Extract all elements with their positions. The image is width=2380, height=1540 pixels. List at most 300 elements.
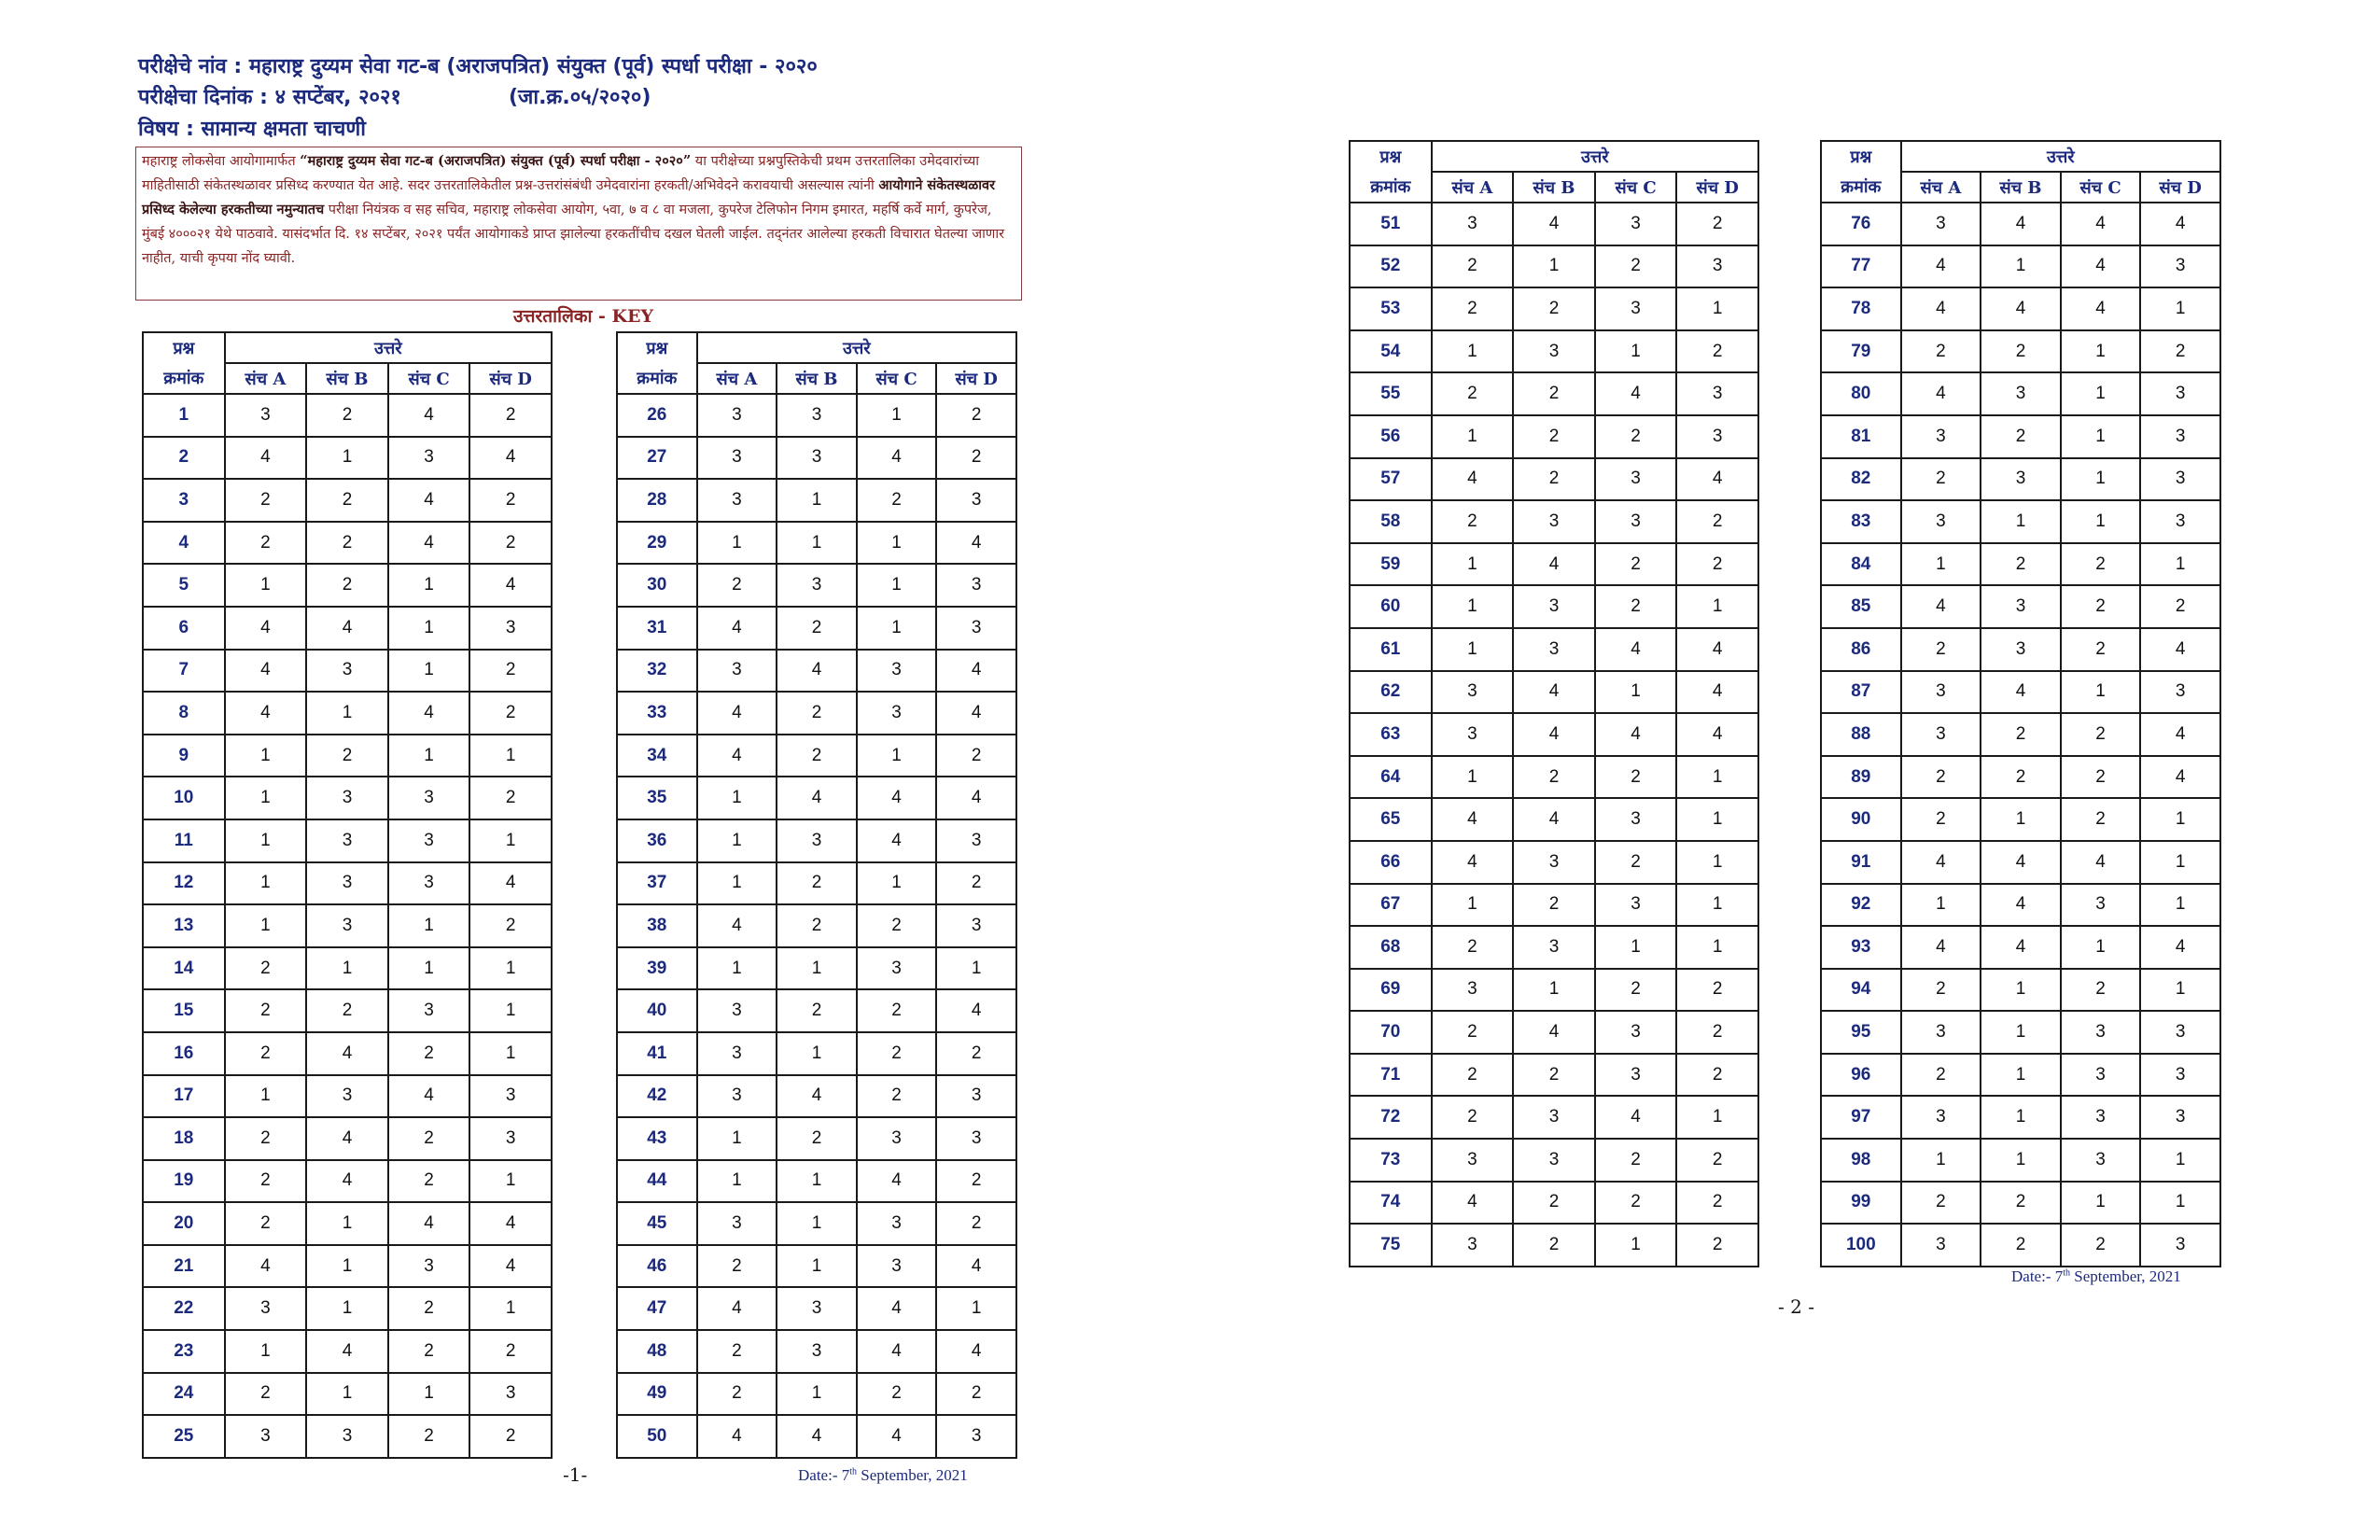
answer-cell: 1 — [1676, 585, 1758, 628]
answer-cell: 2 — [857, 479, 937, 522]
page-number-1: -1- — [563, 1463, 588, 1486]
answer-key-title: उत्तरतालिका - KEY — [513, 306, 654, 327]
answer-cell: 2 — [469, 1330, 552, 1373]
answer-cell: 1 — [1432, 543, 1514, 586]
notice-body-1: या परीक्षेच्या प्रश्नपुस्तिकेची प्रथम उत्तरतालिका उमेदवारांच्या माहितीसाठी संकेतस्थळावर प्रसिध्द करण्यात येत आहे. सदर उत्तरतालिकेतील प्रश्न-उत्तरांसंबंधी उमेदवारांना हरकती/अभिवेदने करावयाची असल्यास त्यांनी — [142, 154, 980, 193]
answer-cell: 2 — [936, 394, 1016, 437]
table-row — [1821, 287, 2220, 330]
answer-cell: 1 — [1513, 245, 1595, 288]
date-line-2 — [2011, 1267, 2181, 1286]
answer-cell: 1 — [2140, 884, 2220, 927]
table-row — [1350, 585, 1758, 628]
answer-cell: 1 — [2140, 969, 2220, 1012]
answer-cell: 1 — [1981, 245, 2061, 288]
answer-cell: 1 — [306, 692, 388, 735]
answer-cell: 2 — [469, 650, 552, 693]
answer-cell: 2 — [1676, 203, 1758, 245]
answer-cell: 2 — [1676, 1011, 1758, 1054]
answer-cell: 3 — [2061, 1054, 2141, 1097]
answer-cell: 4 — [2140, 926, 2220, 969]
answer-cell: 3 — [1513, 926, 1595, 969]
answer-cell: 1 — [2140, 841, 2220, 884]
question-number: 92 — [1821, 884, 1901, 927]
table-row — [617, 607, 1016, 650]
answer-cell: 2 — [1595, 543, 1677, 586]
answer-cell: 2 — [1901, 1054, 1981, 1097]
answer-cell: 4 — [1981, 841, 2061, 884]
question-number: 81 — [1821, 415, 1901, 458]
table-row — [1350, 245, 1758, 288]
answer-cell: 3 — [388, 989, 470, 1032]
answer-cell: 1 — [1432, 585, 1514, 628]
header-row-1 — [143, 332, 552, 363]
answer-cell: 3 — [936, 1075, 1016, 1118]
table-row — [1350, 926, 1758, 969]
table-row — [617, 947, 1016, 990]
answer-cell: 4 — [2140, 713, 2220, 756]
answer-cell: 1 — [388, 607, 470, 650]
table-row — [1350, 372, 1758, 415]
answer-cell: 4 — [1981, 884, 2061, 927]
set-header: संच D — [1676, 172, 1758, 203]
answer-cell: 2 — [225, 522, 307, 565]
answer-cell: 2 — [1432, 245, 1514, 288]
table-row — [1821, 330, 2220, 373]
answer-cell: 3 — [857, 692, 937, 735]
answer-cell: 4 — [777, 650, 857, 693]
question-header: प्रश्न — [1821, 141, 1901, 172]
answer-cell: 2 — [777, 735, 857, 777]
answer-cell: 2 — [857, 1075, 937, 1118]
answer-cell: 1 — [1676, 884, 1758, 927]
answer-cell: 2 — [306, 522, 388, 565]
question-number: 8 — [143, 692, 225, 735]
answers-header: उत्तरे — [1432, 141, 1758, 172]
answer-cell: 1 — [225, 735, 307, 777]
question-number: 67 — [1350, 884, 1432, 927]
answer-cell: 2 — [936, 1202, 1016, 1245]
answer-cell: 2 — [1595, 756, 1677, 799]
answer-cell: 1 — [697, 947, 777, 990]
answer-cell: 1 — [697, 862, 777, 905]
answer-cell: 4 — [777, 777, 857, 819]
table-row — [617, 1415, 1016, 1458]
question-number: 26 — [617, 394, 697, 437]
answer-cell: 3 — [388, 777, 470, 819]
table-row — [143, 522, 552, 565]
answer-cell: 2 — [2061, 1224, 2141, 1267]
question-number: 87 — [1821, 671, 1901, 714]
question-number: 84 — [1821, 543, 1901, 586]
question-number: 60 — [1350, 585, 1432, 628]
answer-cell: 3 — [1901, 1011, 1981, 1054]
answer-cell: 3 — [697, 1075, 777, 1118]
question-number: 55 — [1350, 372, 1432, 415]
table-row — [143, 692, 552, 735]
answer-cell: 2 — [388, 1415, 470, 1458]
table-row — [143, 989, 552, 1032]
answer-cell: 2 — [1595, 1182, 1677, 1225]
question-number: 2 — [143, 437, 225, 480]
table-row — [143, 394, 552, 437]
answer-cell: 3 — [1901, 415, 1981, 458]
answer-cell: 1 — [777, 1245, 857, 1288]
table-row — [1350, 1096, 1758, 1139]
answer-cell: 4 — [2061, 287, 2141, 330]
answer-cell: 3 — [2140, 1011, 2220, 1054]
table-row — [1350, 203, 1758, 245]
table-row — [617, 989, 1016, 1032]
answer-cell: 4 — [1513, 798, 1595, 841]
answer-cell: 1 — [306, 1287, 388, 1330]
table-row — [1350, 1054, 1758, 1097]
answer-cell: 2 — [469, 522, 552, 565]
answer-cell: 2 — [777, 1117, 857, 1160]
answer-cell: 3 — [857, 947, 937, 990]
answer-cell: 2 — [777, 692, 857, 735]
answer-cell: 2 — [1432, 1011, 1514, 1054]
answer-cell: 3 — [2140, 372, 2220, 415]
answer-cell: 2 — [777, 989, 857, 1032]
question-number: 59 — [1350, 543, 1432, 586]
answer-cell: 2 — [1676, 1182, 1758, 1225]
answer-cell: 3 — [936, 607, 1016, 650]
question-number: 3 — [143, 479, 225, 522]
answer-cell: 2 — [2061, 756, 2141, 799]
answer-cell: 2 — [388, 1330, 470, 1373]
answer-cell: 3 — [1901, 1224, 1981, 1267]
answer-table-4 — [1820, 140, 2221, 1267]
table-row — [1350, 884, 1758, 927]
set-header: संच D — [469, 363, 552, 394]
answer-cell: 4 — [857, 819, 937, 862]
answer-cell: 3 — [1432, 713, 1514, 756]
answer-cell: 4 — [857, 777, 937, 819]
answer-cell: 4 — [936, 522, 1016, 565]
answer-cell: 4 — [1432, 798, 1514, 841]
answer-cell: 3 — [857, 1202, 937, 1245]
answer-cell: 1 — [1432, 415, 1514, 458]
answer-cell: 2 — [1513, 372, 1595, 415]
answer-cell: 3 — [306, 1075, 388, 1118]
question-header: प्रश्न — [617, 332, 697, 363]
answer-cell: 1 — [225, 819, 307, 862]
answer-cell: 2 — [1513, 1224, 1595, 1267]
table-row — [617, 1032, 1016, 1075]
answer-cell: 2 — [1432, 926, 1514, 969]
answer-cell: 4 — [697, 904, 777, 947]
table-row — [617, 1245, 1016, 1288]
answer-cell: 3 — [777, 819, 857, 862]
table-row — [1821, 372, 2220, 415]
answer-cell: 3 — [1595, 1054, 1677, 1097]
answer-cell: 1 — [697, 819, 777, 862]
answer-cell: 4 — [1676, 713, 1758, 756]
question-number-header: क्रमांक — [1821, 172, 1901, 203]
answer-cell: 1 — [225, 862, 307, 905]
question-number: 97 — [1821, 1096, 1901, 1139]
answer-cell: 1 — [388, 735, 470, 777]
question-number: 51 — [1350, 203, 1432, 245]
set-header: संच A — [697, 363, 777, 394]
question-number: 47 — [617, 1287, 697, 1330]
header-row-1 — [1821, 141, 2220, 172]
answer-cell: 2 — [1981, 543, 2061, 586]
answer-cell: 4 — [225, 1245, 307, 1288]
answer-cell: 4 — [1901, 245, 1981, 288]
set-header: संच B — [1513, 172, 1595, 203]
question-number: 19 — [143, 1160, 225, 1203]
question-number: 72 — [1350, 1096, 1432, 1139]
answer-cell: 3 — [1432, 1224, 1514, 1267]
answer-cell: 3 — [225, 394, 307, 437]
question-number: 28 — [617, 479, 697, 522]
answer-cell: 3 — [1513, 1096, 1595, 1139]
answer-cell: 1 — [469, 947, 552, 990]
answer-cell: 4 — [936, 989, 1016, 1032]
notice-box — [135, 147, 1022, 301]
header-row-2 — [1350, 172, 1758, 203]
answer-cell: 1 — [697, 777, 777, 819]
answer-cell: 2 — [469, 479, 552, 522]
table-row — [1821, 500, 2220, 543]
table-row — [143, 1160, 552, 1203]
answer-cell: 2 — [1981, 1224, 2061, 1267]
answer-cell: 3 — [306, 904, 388, 947]
answer-cell: 1 — [777, 947, 857, 990]
answers-header: उत्तरे — [697, 332, 1016, 363]
table-row — [1821, 585, 2220, 628]
answer-cell: 1 — [857, 394, 937, 437]
answer-cell: 4 — [388, 692, 470, 735]
question-number: 89 — [1821, 756, 1901, 799]
question-number: 38 — [617, 904, 697, 947]
question-number: 65 — [1350, 798, 1432, 841]
question-number: 24 — [143, 1373, 225, 1416]
table-row — [1821, 1011, 2220, 1054]
answer-cell: 2 — [2061, 543, 2141, 586]
table-row — [143, 904, 552, 947]
answer-cell: 2 — [306, 564, 388, 607]
answer-cell: 2 — [225, 479, 307, 522]
answer-cell: 4 — [306, 1160, 388, 1203]
answer-cell: 1 — [225, 1075, 307, 1118]
question-number: 70 — [1350, 1011, 1432, 1054]
set-header: संच D — [2140, 172, 2220, 203]
answer-cell: 2 — [1513, 1182, 1595, 1225]
answer-cell: 3 — [2140, 1224, 2220, 1267]
header-row-2 — [1821, 172, 2220, 203]
set-header: संच A — [1432, 172, 1514, 203]
table-row — [143, 437, 552, 480]
question-number: 15 — [143, 989, 225, 1032]
answer-cell: 4 — [388, 479, 470, 522]
question-number: 14 — [143, 947, 225, 990]
answer-cell: 3 — [936, 1117, 1016, 1160]
answer-cell: 3 — [697, 1032, 777, 1075]
answer-cell: 1 — [225, 777, 307, 819]
notice-body-2: परीक्षा नियंत्रक व सह सचिव, महाराष्ट्र लोकसेवा आयोग, ५वा, ७ व ८ वा मजला, कुपरेज टेलिफोन निगम इमारत, महर्षि कर्वे मार्ग, कुपरेज, मुंबई ४०००२१ येथे पाठवावे. यासंदर्भात दि. १४ सप्टेंबर, २०२१ पर्यंत आयोगाकडे प्राप्त झालेल्या हरकतींचीच दखल घेतली जाईल. तद्नंतर आलेल्या हरकती विचारात घेतल्या जाणार नाहीत, याची कृपया नोंद घ्यावी. — [142, 203, 1005, 266]
answer-cell: 4 — [469, 1202, 552, 1245]
answer-cell: 2 — [1676, 543, 1758, 586]
question-number: 74 — [1350, 1182, 1432, 1225]
answer-cell: 2 — [1595, 585, 1677, 628]
table-row — [143, 1287, 552, 1330]
answer-cell: 4 — [1513, 671, 1595, 714]
answer-cell: 4 — [697, 607, 777, 650]
answer-cell: 1 — [469, 735, 552, 777]
answer-cell: 1 — [1981, 798, 2061, 841]
answer-cell: 4 — [2140, 203, 2220, 245]
question-number: 63 — [1350, 713, 1432, 756]
answer-cell: 3 — [1595, 884, 1677, 927]
answer-cell: 1 — [1595, 671, 1677, 714]
answer-cell: 4 — [2140, 628, 2220, 671]
answer-cell: 4 — [225, 607, 307, 650]
answer-cell: 2 — [388, 1117, 470, 1160]
answer-cell: 4 — [388, 522, 470, 565]
exam-date: परीक्षेचा दिनांक : ४ सप्टेंबर, २०२१ — [138, 86, 401, 109]
question-number: 37 — [617, 862, 697, 905]
question-header: प्रश्न — [143, 332, 225, 363]
table-row — [1350, 671, 1758, 714]
answer-cell: 2 — [857, 904, 937, 947]
answer-cell: 3 — [2061, 1096, 2141, 1139]
answer-cell: 4 — [306, 1032, 388, 1075]
answer-cell: 1 — [777, 1160, 857, 1203]
answer-cell: 3 — [936, 904, 1016, 947]
answer-cell: 4 — [225, 650, 307, 693]
answer-cell: 1 — [857, 522, 937, 565]
notice-exam-name: “महाराष्ट्र दुय्यम सेवा गट-ब (अराजपत्रित) संयुक्त (पूर्व) स्पर्धा परीक्षा - २०२०” — [300, 153, 692, 169]
answer-cell: 2 — [777, 607, 857, 650]
question-number-header: क्रमांक — [1350, 172, 1432, 203]
answer-cell: 4 — [697, 692, 777, 735]
answer-cell: 2 — [1676, 1224, 1758, 1267]
answer-cell: 1 — [2140, 1182, 2220, 1225]
answer-cell: 1 — [1432, 628, 1514, 671]
answer-cell: 1 — [306, 437, 388, 480]
header-row-1 — [617, 332, 1016, 363]
table-row — [1821, 1224, 2220, 1267]
answer-cell: 1 — [1901, 543, 1981, 586]
question-number: 80 — [1821, 372, 1901, 415]
answer-cell: 3 — [777, 1330, 857, 1373]
answer-cell: 1 — [1432, 756, 1514, 799]
answer-cell: 1 — [1981, 969, 2061, 1012]
header-row-2 — [143, 363, 552, 394]
answer-cell: 1 — [469, 819, 552, 862]
answer-cell: 2 — [857, 989, 937, 1032]
answer-cell: 1 — [2140, 798, 2220, 841]
question-number: 35 — [617, 777, 697, 819]
table-row — [1350, 1011, 1758, 1054]
question-number: 7 — [143, 650, 225, 693]
table-row — [1350, 1224, 1758, 1267]
date-prefix: Date:- 7 — [2011, 1267, 2064, 1285]
table-row — [617, 1117, 1016, 1160]
answer-cell: 4 — [936, 650, 1016, 693]
table-row — [1821, 1182, 2220, 1225]
table-row — [1821, 245, 2220, 288]
answer-cell: 3 — [1595, 500, 1677, 543]
subject-line: विषय : सामान्य क्षमता चाचणी — [138, 118, 366, 141]
question-number: 93 — [1821, 926, 1901, 969]
answer-cell: 3 — [2140, 245, 2220, 288]
answer-cell: 3 — [1901, 203, 1981, 245]
table-row — [143, 735, 552, 777]
answer-cell: 2 — [1901, 1182, 1981, 1225]
table-row — [617, 650, 1016, 693]
answer-cell: 2 — [857, 1032, 937, 1075]
answer-cell: 2 — [936, 1032, 1016, 1075]
answer-cell: 4 — [1981, 203, 2061, 245]
answer-cell: 2 — [469, 904, 552, 947]
answer-table-3 — [1349, 140, 1759, 1267]
answer-cell: 2 — [388, 1032, 470, 1075]
answer-cell: 3 — [1595, 458, 1677, 501]
answer-cell: 4 — [1432, 1182, 1514, 1225]
table-row — [1350, 330, 1758, 373]
answer-cell: 4 — [936, 1245, 1016, 1288]
answer-cell: 4 — [388, 1075, 470, 1118]
answer-cell: 4 — [1676, 671, 1758, 714]
answer-cell: 4 — [469, 862, 552, 905]
answer-cell: 2 — [697, 1373, 777, 1416]
table-row — [143, 1330, 552, 1373]
answer-cell: 1 — [2140, 543, 2220, 586]
answer-cell: 1 — [306, 1373, 388, 1416]
question-number: 6 — [143, 607, 225, 650]
answer-cell: 1 — [1981, 1054, 2061, 1097]
answer-cell: 1 — [1432, 330, 1514, 373]
question-number: 88 — [1821, 713, 1901, 756]
answer-cell: 1 — [388, 650, 470, 693]
table-row — [143, 1075, 552, 1118]
answer-cell: 2 — [1901, 969, 1981, 1012]
table-row — [143, 1373, 552, 1416]
answer-cell: 1 — [857, 862, 937, 905]
answer-cell: 2 — [2140, 585, 2220, 628]
answer-cell: 2 — [306, 989, 388, 1032]
answer-cell: 1 — [1595, 926, 1677, 969]
answer-cell: 3 — [697, 989, 777, 1032]
answer-cell: 3 — [1901, 1096, 1981, 1139]
set-header: संच B — [777, 363, 857, 394]
answer-cell: 1 — [2061, 372, 2141, 415]
answer-cell: 1 — [2061, 330, 2141, 373]
answer-cell: 3 — [1432, 1139, 1514, 1182]
question-number: 78 — [1821, 287, 1901, 330]
answer-cell: 2 — [225, 1032, 307, 1075]
set-header: संच D — [936, 363, 1016, 394]
question-number: 45 — [617, 1202, 697, 1245]
table-row — [1350, 500, 1758, 543]
table-row — [1350, 458, 1758, 501]
answer-cell: 1 — [2061, 415, 2141, 458]
set-header: संच C — [1595, 172, 1677, 203]
answer-cell: 3 — [1901, 500, 1981, 543]
question-number: 39 — [617, 947, 697, 990]
question-number: 40 — [617, 989, 697, 1032]
answer-cell: 1 — [2061, 500, 2141, 543]
answer-cell: 3 — [2061, 1139, 2141, 1182]
answer-cell: 4 — [388, 1202, 470, 1245]
answers-header: उत्तरे — [225, 332, 552, 363]
answer-cell: 4 — [697, 1287, 777, 1330]
answer-cell: 4 — [936, 1330, 1016, 1373]
question-number: 64 — [1350, 756, 1432, 799]
